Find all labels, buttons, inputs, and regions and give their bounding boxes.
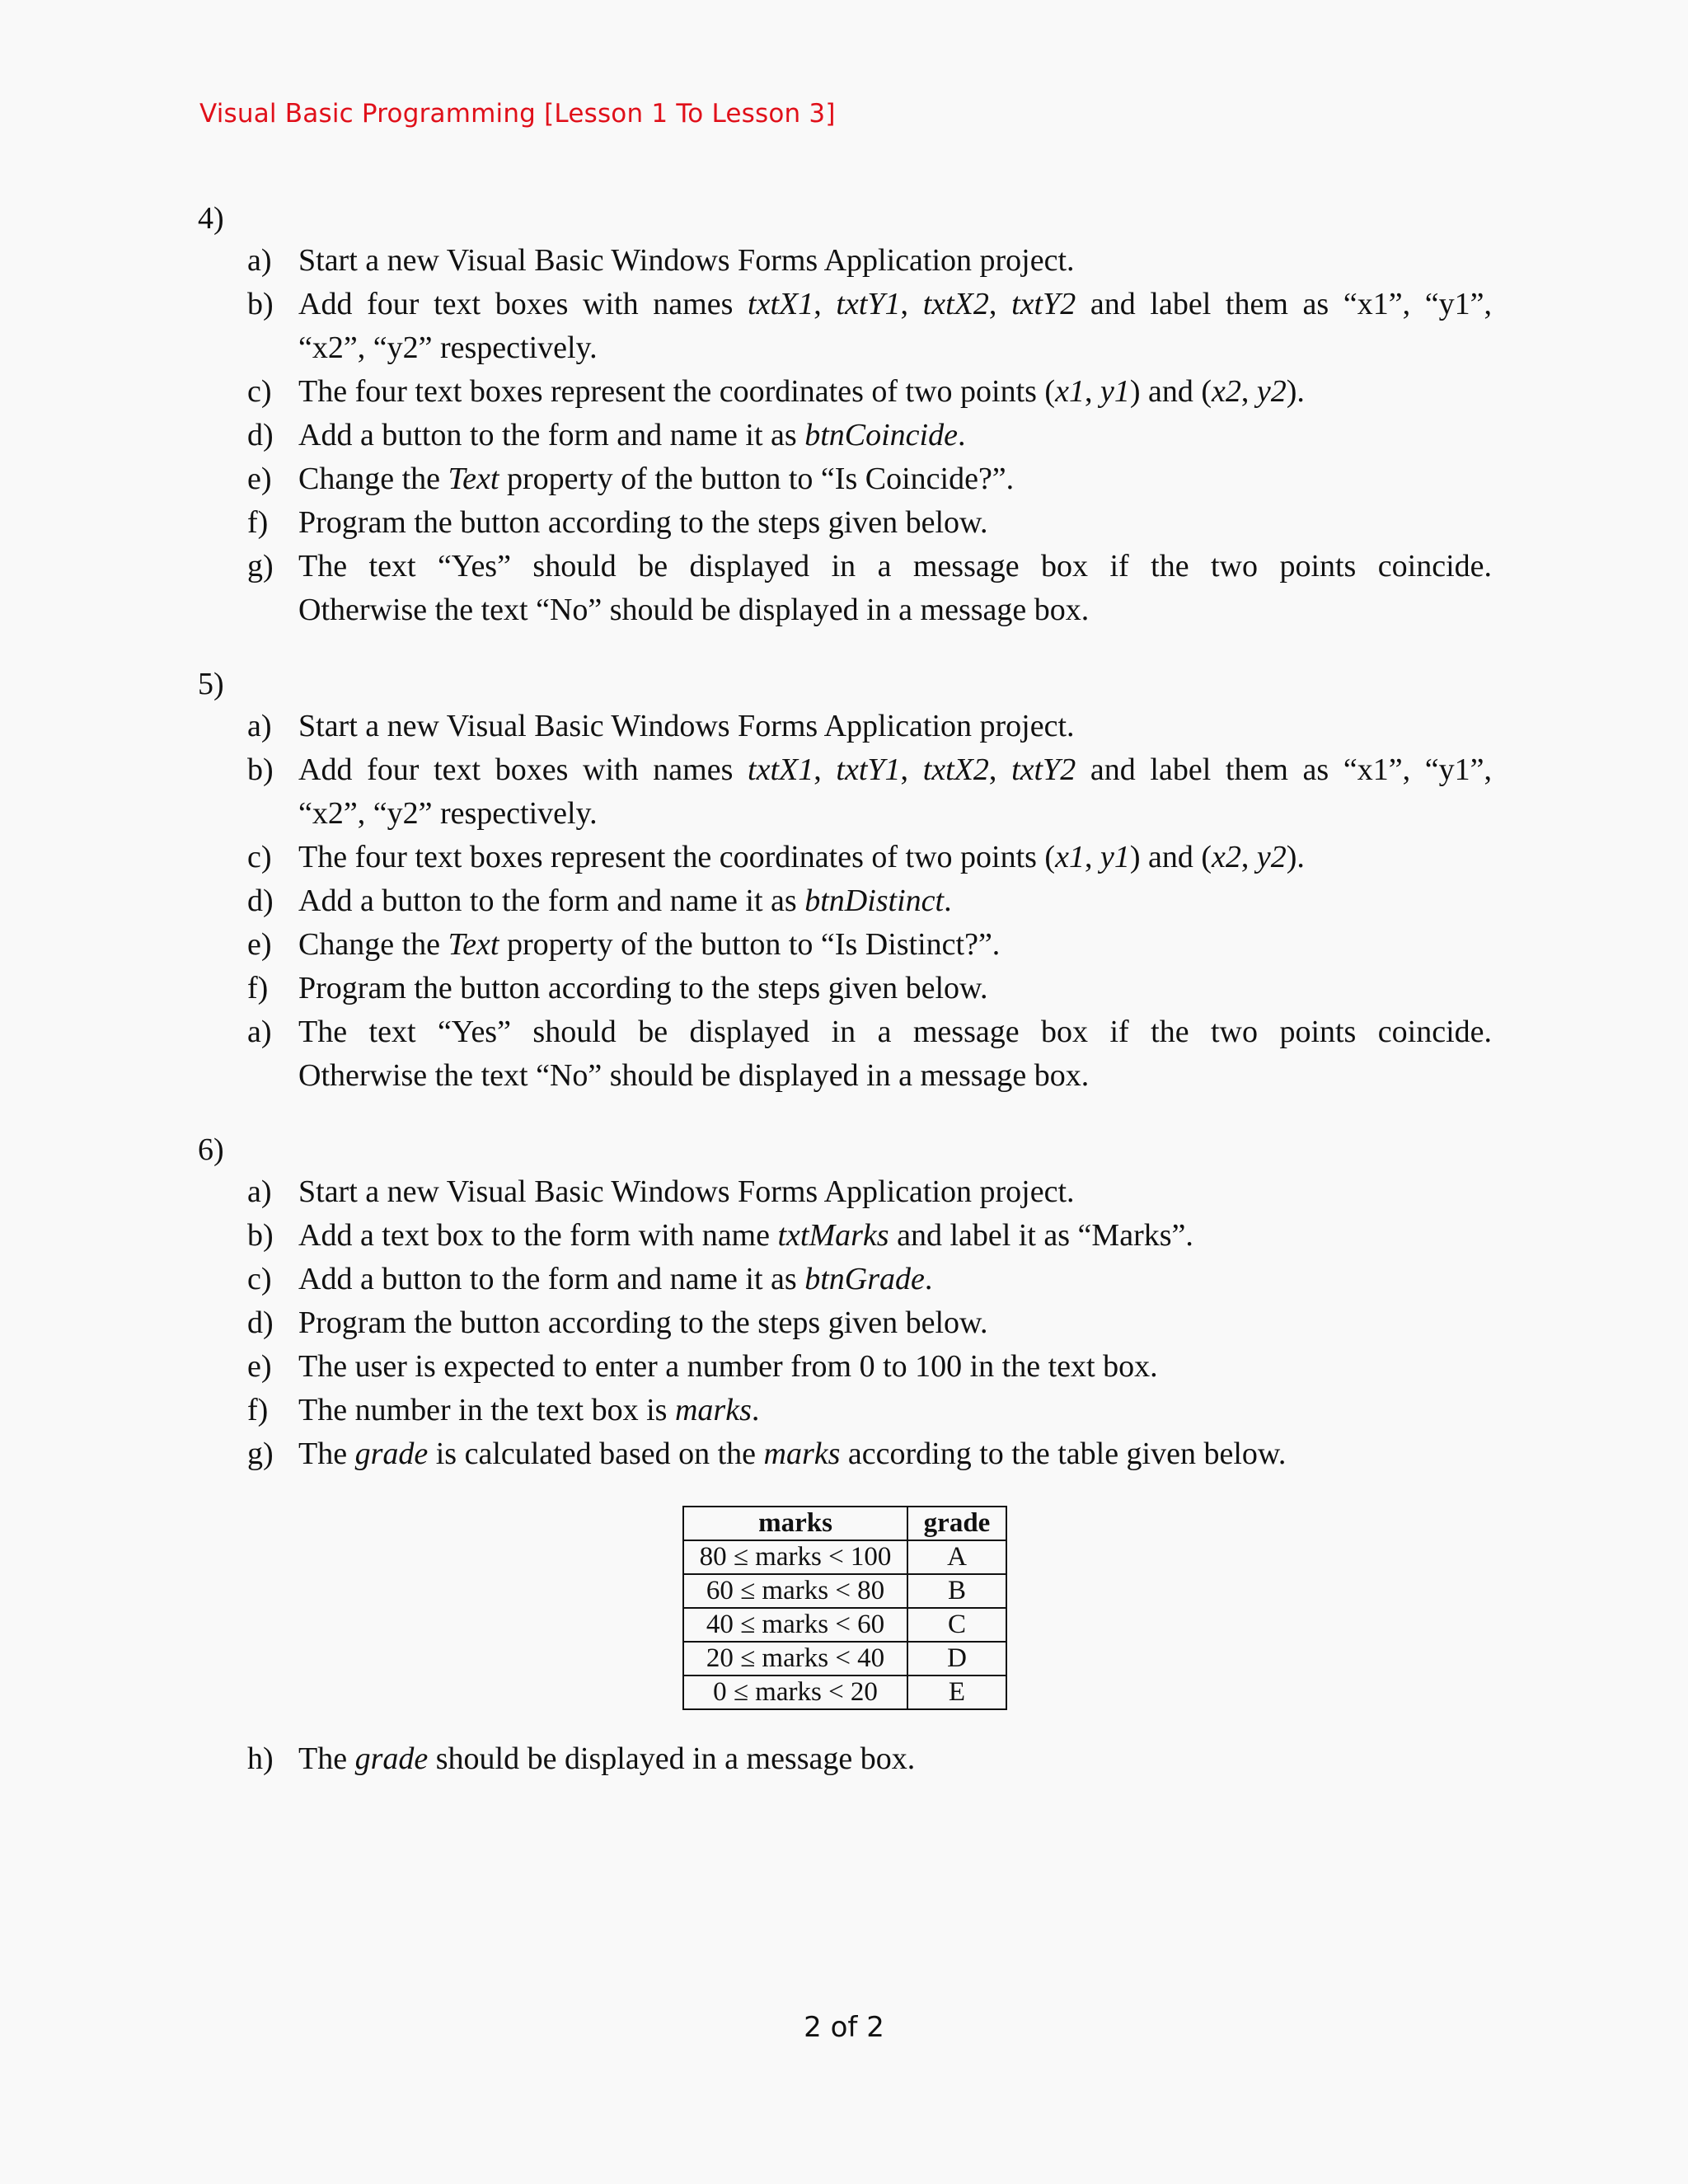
q4-text-a: Start a new Visual Basic Windows Forms Application project. <box>298 243 1075 278</box>
q6-item-b <box>247 1214 1492 1258</box>
table-row <box>683 1675 1006 1709</box>
q5-text-g: The text “Yes” should be displayed in a message box if the two points coincide. <box>298 1015 1492 1049</box>
q4-text-b-line2: “x2”, “y2” respectively. <box>298 330 598 365</box>
q6-text-e: The user is expected to enter a number from 0 to 100 in the text box. <box>298 1349 1158 1384</box>
q5-text-g-line2: Otherwise the text “No” should be displayed in a message box. <box>298 1058 1090 1093</box>
q5-item-e <box>247 923 1492 967</box>
q6-item-a <box>247 1170 1492 1214</box>
q5-text-f: Program the button according to the steps given below. <box>298 971 988 1005</box>
q6-item-h <box>247 1737 1492 1781</box>
q6-text-c: Add a button to the form and name it as btnGrade. <box>298 1262 933 1296</box>
table-cell-grade: D <box>907 1642 1006 1675</box>
q5-text-b-line2: “x2”, “y2” respectively. <box>298 796 598 831</box>
table-header-grade: grade <box>907 1507 1006 1540</box>
q6-label-f: f) <box>247 1393 269 1427</box>
q4-item-g <box>247 545 1492 632</box>
q5-label-g: a) <box>247 1015 272 1049</box>
q4-item-c <box>247 370 1492 414</box>
q6-text-b: Add a text box to the form with name txtMarks and label it as “Marks”. <box>298 1218 1193 1253</box>
q5-item-f <box>247 967 1492 1010</box>
question-4-number: 4) <box>198 201 224 236</box>
q4-text-e: Change the Text property of the button to “Is Coincide?”. <box>298 462 1015 496</box>
q6-text-g: The grade is calculated based on the marks according to the table given below. <box>298 1436 1287 1471</box>
q4-text-c: The four text boxes represent the coordinates of two points (x1, y1) and (x2, y2). <box>298 374 1305 409</box>
q6-item-f <box>247 1389 1492 1432</box>
q4-label-f: f) <box>247 505 269 540</box>
q6-label-e: e) <box>247 1349 272 1384</box>
q4-label-c: c) <box>247 374 272 409</box>
q6-text-a: Start a new Visual Basic Windows Forms Application project. <box>298 1174 1075 1209</box>
q5-label-d: d) <box>247 883 274 918</box>
q6-label-a: a) <box>247 1174 272 1209</box>
q4-text-g-line2: Otherwise the text “No” should be displayed in a message box. <box>298 593 1090 627</box>
table-row <box>683 1574 1006 1608</box>
q6-label-c: c) <box>247 1262 272 1296</box>
table-header-marks: marks <box>683 1507 907 1540</box>
question-5-number: 5) <box>198 667 224 701</box>
q4-label-e: e) <box>247 462 272 496</box>
table-cell-grade: A <box>907 1540 1006 1574</box>
table-cell-marks: 80 ≤ marks < 100 <box>683 1540 907 1574</box>
q5-text-a: Start a new Visual Basic Windows Forms Application project. <box>298 709 1075 743</box>
q6-label-g: g) <box>247 1436 274 1471</box>
q4-text-f: Program the button according to the steps given below. <box>298 505 988 540</box>
page-number: 2 of 2 <box>804 2011 884 2044</box>
question-6-list <box>247 1170 1492 1476</box>
question-5-list <box>247 705 1492 1098</box>
q5-item-c <box>247 836 1492 879</box>
q4-text-b: Add four text boxes with names txtX1, txtY1, txtX2, txtY2 and label them as “x1”, “y1”, <box>298 287 1493 321</box>
table-cell-marks: 60 ≤ marks < 80 <box>683 1574 907 1608</box>
table-cell-grade: E <box>907 1675 1006 1709</box>
table-cell-grade: B <box>907 1574 1006 1608</box>
q5-item-a <box>247 705 1492 748</box>
q6-label-d: d) <box>247 1305 274 1340</box>
q4-item-b <box>247 283 1492 370</box>
question-4-list <box>247 239 1492 632</box>
q4-item-d <box>247 414 1492 457</box>
q6-item-d <box>247 1301 1492 1345</box>
q4-label-d: d) <box>247 418 274 452</box>
q4-label-g: g) <box>247 549 274 583</box>
q6-item-c <box>247 1258 1492 1301</box>
q5-item-g <box>247 1010 1492 1098</box>
q5-label-f: f) <box>247 971 269 1005</box>
q5-text-c: The four text boxes represent the coordinates of two points (x1, y1) and (x2, y2). <box>298 840 1305 874</box>
q5-text-d: Add a button to the form and name it as btnDistinct. <box>298 883 952 918</box>
document-header: Visual Basic Programming [Lesson 1 To Lesson 3] <box>199 99 836 129</box>
q5-item-b <box>247 748 1492 836</box>
grade-table <box>682 1506 1007 1710</box>
question-6-list-continued <box>247 1737 1492 1781</box>
q4-text-g: The text “Yes” should be displayed in a message box if the two points coincide. <box>298 549 1492 583</box>
table-cell-marks: 0 ≤ marks < 20 <box>683 1675 907 1709</box>
q5-label-b: b) <box>247 752 274 787</box>
q6-item-g <box>247 1432 1492 1476</box>
q6-label-b: b) <box>247 1218 274 1253</box>
table-row <box>683 1540 1006 1574</box>
q4-label-a: a) <box>247 243 272 278</box>
q6-item-e <box>247 1345 1492 1389</box>
q4-item-a <box>247 239 1492 283</box>
q6-label-h: h) <box>247 1741 274 1776</box>
table-header-row <box>683 1507 1006 1540</box>
q5-label-e: e) <box>247 927 272 962</box>
q4-text-d: Add a button to the form and name it as btnCoincide. <box>298 418 966 452</box>
q4-item-e <box>247 457 1492 501</box>
q6-text-d: Program the button according to the steps given below. <box>298 1305 988 1340</box>
table-row <box>683 1608 1006 1642</box>
table-cell-marks: 40 ≤ marks < 60 <box>683 1608 907 1642</box>
q5-item-d <box>247 879 1492 923</box>
q5-label-c: c) <box>247 840 272 874</box>
q5-label-a: a) <box>247 709 272 743</box>
q4-item-f <box>247 501 1492 545</box>
table-row <box>683 1642 1006 1675</box>
q5-text-e: Change the Text property of the button to “Is Distinct?”. <box>298 927 1001 962</box>
q6-text-f: The number in the text box is marks. <box>298 1393 760 1427</box>
table-cell-grade: C <box>907 1608 1006 1642</box>
q4-label-b: b) <box>247 287 274 321</box>
q6-text-h: The grade should be displayed in a message box. <box>298 1741 916 1776</box>
table-cell-marks: 20 ≤ marks < 40 <box>683 1642 907 1675</box>
q5-text-b: Add four text boxes with names txtX1, txtY1, txtX2, txtY2 and label them as “x1”, “y1”, <box>298 752 1493 787</box>
question-6-number: 6) <box>198 1132 224 1167</box>
